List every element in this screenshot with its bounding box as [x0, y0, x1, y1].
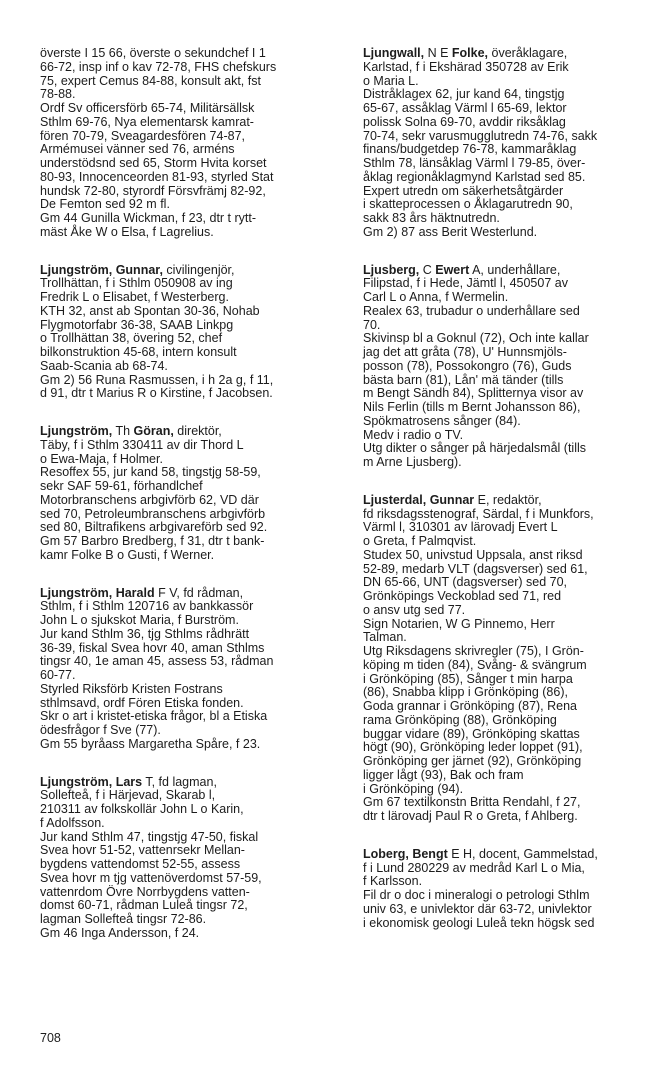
entry-line: i ekonomisk geologi Luleå tekn högsk sed [363, 915, 595, 930]
entry-line: Fil dr o doc i mineralogi o petrologi Sthlm [363, 888, 590, 902]
entry-given-name: Lars [115, 774, 143, 789]
entry-line: Talman. [363, 630, 407, 645]
entry-line: Utg dikter o sånger på härjedalsmål (tills [363, 441, 587, 456]
entry-title: E, redaktör, [474, 492, 542, 507]
entry-line: Jur kand Sthlm 36, tjg Sthlms rådhrätt [40, 626, 250, 641]
entry-given-prefix: C [419, 262, 436, 277]
entry-continued [40, 47, 340, 240]
entry-line: Resoffex 55, jur kand 58, tingstjg 58-59, [40, 465, 261, 480]
entry-line: 78-88. [40, 87, 76, 102]
entry-line: finans/budgetdep 76-78, kammaråklag [363, 142, 577, 157]
entry-line: Armémusei vänner sed 76, arméns [40, 142, 235, 157]
entry-line: fören 70-79, Sveagardesfören 74-87, [40, 128, 245, 143]
entry-line: domst 60-71, rådman Luleå tingsr 72, [40, 898, 248, 913]
entry-surname: Ljungwall, [363, 46, 425, 60]
entry-ljungstrom-gunnar [40, 264, 340, 402]
entry-ljungstrom-goran [40, 425, 340, 563]
entry-heading [363, 264, 659, 278]
entry-title: A, underhållare, [469, 262, 561, 277]
entry-line: ödesfrågor f Sve (77). [40, 723, 161, 737]
entry-line: lagman Sollefteå tingsr 72-86. [40, 912, 207, 926]
entry-line: Skr o art i kristet-etiska frågor, bl a Etiska [40, 709, 268, 724]
entry-line: Sthlm, f i Sthlm 120716 av bankkassör [40, 599, 254, 614]
entry-line: m Arne Ljusberg). [363, 455, 462, 469]
entry-title: direktör, [173, 424, 222, 438]
entry-surname: Ljungström, [40, 774, 113, 789]
entry-line: Goda grannar i Grönköping (87), Rena [363, 699, 578, 713]
entry-line: Svea hovr 51-52, vattenrsekr Mellan- [40, 843, 245, 858]
entry-line: 210311 av folkskollär John L o Karin, [40, 802, 244, 816]
entry-line: Svea hovr m tjg vattenöverdomst 57-59, [40, 870, 262, 885]
entry-line: 36-39, fiskal Svea hovr 40, aman Sthlms [40, 640, 265, 655]
entry-line: 80-93, Innocenceorden 81-93, styrled Stat [40, 169, 274, 184]
entry-line: vattenrdom Övre Norrbygdens vatten- [40, 884, 250, 899]
entry-line: 66-72, insp inf o kav 72-78, FHS chefskurs [40, 59, 277, 74]
entry-line: Distråklagex 62, jur kand 64, tingstjg [363, 87, 565, 102]
entry-given-name: Harald [115, 585, 155, 600]
entry-line: ligger lågt (93), Bak och fram [363, 767, 524, 782]
entry-heading [363, 494, 659, 508]
entry-line: sed 80, Biltrafikens arbgivareförb sed 92. [40, 520, 268, 535]
entry-line: Nils Ferlin (tills m Bernt Johansson 86), [363, 400, 581, 414]
entry-line: Gm 46 Inga Andersson, f 24. [40, 925, 200, 940]
entry-line: i Grönköping (94). [363, 781, 464, 796]
entry-surname: Ljusberg, [363, 262, 420, 277]
entry-line: Ordf Sv officersförb 65-74, Militärsällsk [40, 101, 255, 115]
entry-line: Spökmatrosens sånger (84). [363, 413, 521, 428]
entry-heading [40, 264, 340, 278]
entry-line: Grönköping ger järnet (92), Grönköping [363, 754, 582, 768]
entry-line: jag det att gråta (78), U' Hunnsmjöls- [363, 345, 567, 359]
entry-given-name: Gunnar [429, 492, 475, 507]
entry-line: fd riksdagsstenograf, Särdal, f i Munkfors, [363, 506, 594, 521]
entry-line: o Greta, f Palmqvist. [363, 534, 477, 548]
entry-line: Gm 2) 87 ass Berit Westerlund. [363, 224, 538, 239]
entry-line: rama Grönköping (88), Grönköping [363, 712, 557, 727]
entry-line: o Trollhättan 38, övering 52, chef [40, 331, 223, 346]
entry-line: f i Lund 280229 av medråd Karl L o Mia, [363, 860, 585, 875]
entry-heading [40, 776, 340, 790]
entry-line: Gm 55 byråass Margaretha Spåre, f 23. [40, 736, 261, 751]
entry-line: DN 65-66, UNT (dagsverser) sed 70, [363, 575, 568, 590]
page-number: 708 [40, 1031, 61, 1045]
entry-line: Carl L o Anna, f Wermelin. [363, 290, 509, 304]
entry-given-name: Folke, [451, 46, 489, 60]
entry-line: De Femton sed 92 m fl. [40, 197, 170, 212]
entry-line: d 91, dtr t Marius R o Kirstine, f Jacobsen. [40, 386, 273, 401]
entry-line: Gm 2) 56 Runa Rasmussen, i h 2a g, f 11, [40, 372, 274, 387]
entry-line: polissk Solna 69-70, avddir riksåklag [363, 114, 566, 129]
entry-heading [40, 587, 340, 601]
entry-line: Trollhättan, f i Sthlm 050908 av ing [40, 276, 233, 291]
entry-line: 60-77. [40, 668, 76, 682]
entry-ljungstrom-lars [40, 776, 340, 941]
entry-line: Utg Riksdagens skrivregler (75), I Grön- [363, 644, 584, 658]
entry-line: Flygmotorfabr 36-38, SAAB Linkpg [40, 317, 234, 332]
entry-given-name: Gunnar, [115, 262, 163, 277]
entry-heading [363, 47, 659, 61]
entry-line: Gm 67 textilkonstn Britta Rendahl, f 27, [363, 795, 581, 810]
entry-line: Styrled Riksförb Kristen Fostrans [40, 681, 223, 696]
entry-line: Sthlm 78, länsåklag Värml l 79-85, över- [363, 156, 586, 170]
entry-title: civilingenjör, [162, 262, 235, 277]
right-column [363, 47, 659, 954]
entry-given-name: Bengt [412, 846, 448, 861]
entry-line: 75, expert Cemus 84-88, konsult akt, fst [40, 73, 261, 88]
entry-line: Skivinsp bl a Goknul (72), Och inte kallar [363, 331, 589, 346]
entry-line: John L o sjukskot Maria, f Burström. [40, 613, 239, 627]
entry-line: Saab-Scania ab 68-74. [40, 358, 168, 373]
entry-surname: Ljusterdal, [363, 492, 427, 507]
entry-loberg-bengt [363, 848, 659, 931]
entry-line: m Bengt Sändh 84), Splitternya visor av [363, 386, 584, 401]
entry-line: posson (78), Possokongro (76), Guds [363, 358, 572, 373]
entry-ljusberg-ewert [363, 264, 659, 470]
entry-line: Gm 57 Barbro Bredberg, f 31, dtr t bank- [40, 534, 265, 548]
entry-title: T, fd lagman, [142, 774, 217, 789]
entry-line: tingsr 40, 1e aman 45, assess 53, rådman [40, 654, 274, 669]
entry-line: KTH 32, anst ab Spontan 30-36, Nohab [40, 303, 260, 318]
entry-line: Realex 63, trubadur o underhållare sed [363, 303, 580, 318]
entry-heading [40, 425, 340, 439]
entry-line: mäst Åke W o Elsa, f Lagrelius. [40, 224, 214, 239]
entry-line: sthlmsavd, ordf Fören Etiska fonden. [40, 695, 244, 710]
entry-title: F V, fd rådman, [154, 585, 244, 600]
entry-line: univ 63, e univlektor där 63-72, univlektor [363, 901, 592, 916]
entry-line: f Adolfsson. [40, 815, 105, 830]
entry-title: E H, docent, Gammelstad, [447, 846, 598, 861]
entry-given-prefix: N E [424, 46, 452, 60]
entry-line: Gm 44 Gunilla Wickman, f 23, dtr t rytt- [40, 211, 257, 225]
entry-ljungstrom-harald [40, 587, 340, 752]
entry-given-name: Göran, [133, 424, 174, 438]
entry-line: bilkonstruktion 45-68, intern konsult [40, 345, 237, 359]
entry-line: Jur kand Sthlm 47, tingstjg 47-50, fiskal [40, 829, 259, 844]
entry-line: Filipstad, f i Hede, Jämtl l, 450507 av [363, 276, 568, 291]
entry-line: 52-89, medarb VLT (dagsverser) sed 61, [363, 561, 588, 576]
entry-given-name: Ewert [435, 262, 470, 277]
entry-line: Fredrik L o Elisabet, f Westerberg. [40, 290, 229, 304]
entry-line: (86), Snabba klipp i Grönköping (86), [363, 685, 568, 700]
entry-surname: Ljungström, [40, 585, 113, 600]
entry-line: o Maria L. [363, 73, 419, 88]
entry-title: överåklagare, [488, 46, 568, 60]
entry-line: överste I 15 66, överste o sekundchef I 1 [40, 46, 266, 60]
entry-line: Karlstad, f i Ekshärad 350728 av Erik [363, 59, 569, 74]
entry-line: bygdens vattendomst 52-55, assess [40, 857, 241, 871]
entry-line: o Ewa-Maja, f Holmer. [40, 451, 163, 466]
entry-line: 70-74, sekr varusmugglutredn 74-76, sakk [363, 128, 598, 143]
entry-surname: Loberg, [363, 846, 409, 861]
entry-line: åklag regionåklagmynd Karlstad sed 85. [363, 169, 586, 184]
entry-line: dtr t lärovadj Paul R o Greta, f Ahlberg. [363, 809, 578, 823]
entry-line: hundsk 72-80, styrordf Försvfrämj 82-92, [40, 183, 266, 198]
entry-line: Expert utredn om säkerhetsåtgärder [363, 183, 564, 198]
entry-line: Täby, f i Sthlm 330411 av dir Thord L [40, 437, 244, 452]
entry-line: Sign Notarien, W G Pinnemo, Herr [363, 616, 555, 631]
entry-ljusterdal-gunnar [363, 494, 659, 824]
entry-heading [363, 848, 659, 862]
entry-line: 70. [363, 317, 381, 332]
entry-line: i Grönköping (85), Sånger t min harpa [363, 671, 573, 686]
entry-line: Grönköpings Veckoblad sed 71, red [363, 589, 562, 603]
left-column [40, 47, 340, 965]
entry-line: sakk 83 års häktnutredn. [363, 211, 500, 225]
entry-line: Värml l, 310301 av lärovadj Evert L [363, 520, 558, 535]
entry-line: sed 70, Petroleumbranschens arbgivförb [40, 506, 266, 521]
entry-line: sekr SAF 59-61, förhandlchef [40, 479, 203, 493]
entry-line: f Karlsson. [363, 874, 423, 889]
entry-line: köping m tiden (84), Svång- & svängrum [363, 657, 587, 672]
entry-surname: Ljungström, [40, 424, 113, 438]
entry-given-prefix: Th [112, 424, 134, 438]
entry-line: bästa barn (81), Lån' mä tänder (tills [363, 372, 564, 387]
entry-line: kamr Folke B o Gusti, f Werner. [40, 547, 215, 562]
entry-surname: Ljungström, [40, 262, 113, 277]
entry-line: understödsnd sed 65, Storm Hvita korset [40, 156, 267, 170]
entry-line: Studex 50, univstud Uppsala, anst riksd [363, 547, 583, 562]
entry-ljungwall-folke [363, 47, 659, 240]
entry-line: Medv i radio o TV. [363, 427, 464, 442]
entry-line: högt (90), Grönköping leder loppet (91), [363, 740, 583, 755]
entry-line: 65-67, assåklag Värml l 65-69, lektor [363, 101, 567, 115]
entry-line: Sthlm 69-76, Nya elementarsk kamrat- [40, 114, 254, 129]
entry-line: i skatteprocessen o Åklagarutredn 90, [363, 197, 573, 212]
entry-line: Sollefteå, f i Härjevad, Skarab l, [40, 788, 216, 803]
entry-line: buggar vidare (89), Grönköping skattas [363, 726, 580, 741]
entry-line: Motorbranschens arbgivförb 62, VD där [40, 492, 259, 507]
entry-line: o ansv utg sed 77. [363, 602, 466, 617]
